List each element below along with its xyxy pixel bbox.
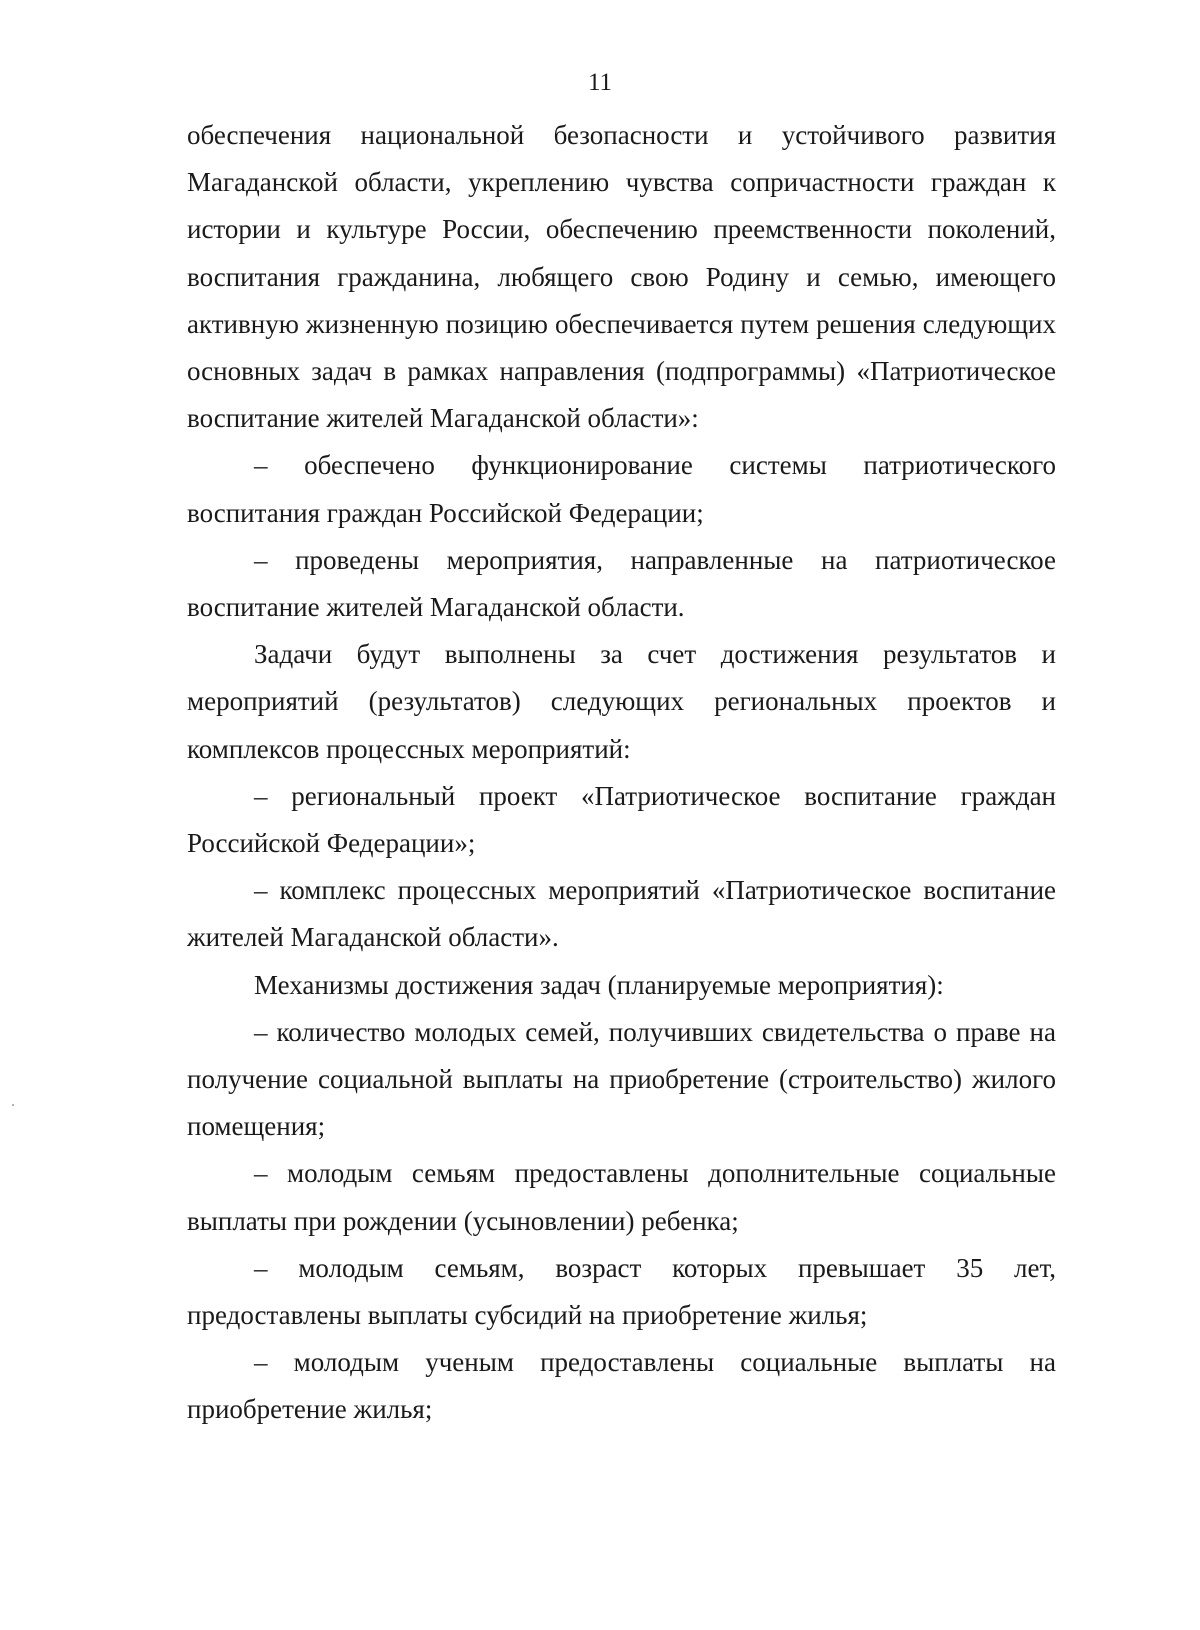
paragraph-mechanism-1: – количество молодых семей, получивших свидетельства о праве на получение социальной выплаты на приобретение (строительство) жилого помещения; bbox=[187, 1016, 1056, 1142]
paragraph-mechanisms-heading: Механизмы достижения задач (планируемые мероприятия): bbox=[254, 969, 944, 1000]
paragraph-mechanism-3: – молодым семьям, возраст которых превышает 35 лет, предоставлены выплаты субсидий на приобретение жилья; bbox=[187, 1252, 1056, 1331]
paragraph-mechanism-2: – молодым семьям предоставлены дополнительные социальные выплаты при рождении (усыновлении) ребенка; bbox=[187, 1158, 1056, 1236]
page-number: 11 bbox=[587, 69, 613, 96]
paragraph-mechanism-4: – молодым ученым предоставлены социальные выплаты на приобретение жилья; bbox=[187, 1347, 1056, 1425]
paragraph-task-2: – проведены мероприятия, направленные на патриотическое воспитание жителей Магаданской области. bbox=[187, 544, 1056, 623]
paragraph-tasks-achievement: Задачи будут выполнены за счет достижения результатов и мероприятий (результатов) следующих региональных проектов и комплексов процессных мероприятий: bbox=[187, 639, 1056, 764]
scan-speck bbox=[12, 1104, 14, 1106]
paragraph-process-complex: – комплекс процессных мероприятий «Патриотическое воспитание жителей Магаданской области». bbox=[187, 875, 1056, 953]
document-body bbox=[187, 112, 1056, 1434]
paragraph-regional-project: – региональный проект «Патриотическое воспитание граждан Российской Федерации»; bbox=[187, 780, 1056, 859]
paragraph-intro: обеспечения национальной безопасности и устойчивого развития Магаданской области, укреплению чувства сопричастности граждан к истории и культуре России, обеспечению преемственности поколений, воспитания гражданина, любящего свою Родину и семью, имеющего активную жизненную позицию обеспечивается путем решения следующих основных задач в рамках направления (подпрограммы) «Патриотическое воспитание жителей Магаданской области»: bbox=[187, 120, 1056, 434]
paragraph-task-1: – обеспечено функционирование системы патриотического воспитания граждан Российской Федерации; bbox=[187, 450, 1056, 528]
